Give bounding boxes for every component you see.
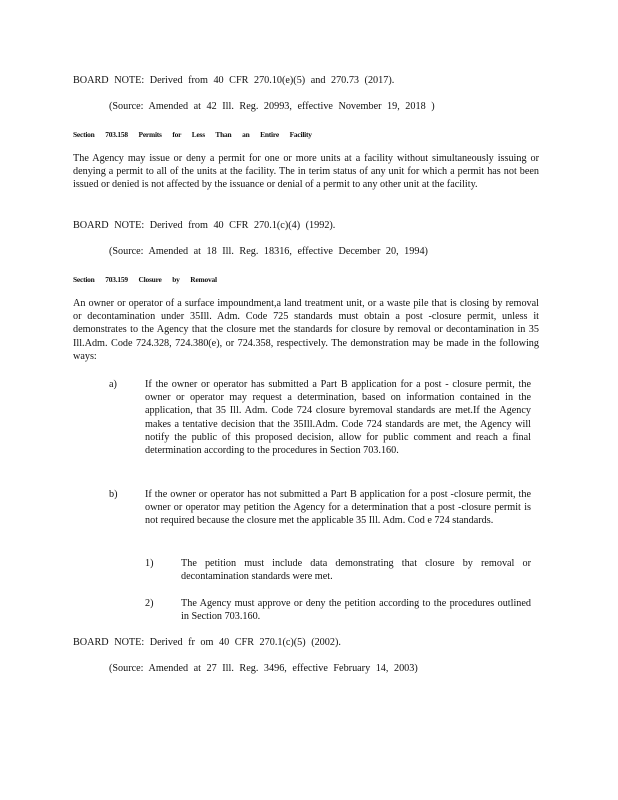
sub-item-text: The petition must include data demonstrating that closure by removal or decontamination standards were met.: [181, 558, 531, 583]
section-heading: Section 703.159 Closure by Removal: [73, 275, 217, 284]
board-note: BOARD NOTE: Derived fr om 40 CFR 270.1(c)(5) (2002).: [73, 637, 341, 648]
list-item-text: If the owner or operator has submitted a Part B application for a post - closure permit, the owner or operator may request a determination, based on information contained in the application, that 35 Ill. Adm. Code 724 closure byremoval standards are met.If the Agency makes a tentative decision that the 35Ill.Adm. Code 724 standards are met, the Agency will notify the public of this proposed decision, allow for public comment and reach a final determination according to the procedures in Section 703.160.: [145, 379, 531, 457]
section-body: An owner or operator of a surface impoundment,a land treatment unit, or a waste pile that is closing by removal or decontamination under 35Ill. Adm. Code 725 standards must obtain a post -closure permit, unless it demonstrates to the Agency that the closure met the standards for closure by removal or decontamination in 35 Ill.Adm. Code 724.328, 724.380(e), or 724.358, respectively. The demonstration may be made in the following ways:: [73, 298, 539, 362]
section-body: The Agency may issue or deny a permit for one or more units at a facility without simultaneously issuing or denying a permit to all of the units at the facility. The in terim status of any unit for which a permit has not been issued or denied is not affected by the issuance or denial of a permit to any other unit at the facility.: [73, 153, 539, 191]
sub-item-marker: 1): [145, 558, 154, 569]
list-item-marker: b): [109, 489, 118, 500]
sub-item-marker: 2): [145, 598, 154, 609]
section-heading: Section 703.158 Permits for Less Than an Entire Facility: [73, 130, 312, 139]
board-note: BOARD NOTE: Derived from 40 CFR 270.10(e)(5) and 270.73 (2017).: [73, 75, 395, 86]
source-note: (Source: Amended at 18 Ill. Reg. 18316, effective December 20, 1994): [109, 246, 428, 257]
source-note: (Source: Amended at 42 Ill. Reg. 20993, effective November 19, 2018 ): [109, 101, 435, 112]
source-note: (Source: Amended at 27 Ill. Reg. 3496, effective February 14, 2003): [109, 663, 418, 674]
list-item-marker: a): [109, 379, 117, 390]
board-note: BOARD NOTE: Derived from 40 CFR 270.1(c)(4) (1992).: [73, 220, 336, 231]
list-item-text: If the owner or operator has not submitted a Part B application for a post -closure permit, the owner or operator may petition the Agency for a determination that a post -closure permit is not required because the closure met the applicable 35 Ill. Adm. Cod e 724 standards.: [145, 489, 531, 527]
sub-item-text: The Agency must approve or deny the petition according to the procedures outlined in Section 703.160.: [181, 598, 531, 623]
